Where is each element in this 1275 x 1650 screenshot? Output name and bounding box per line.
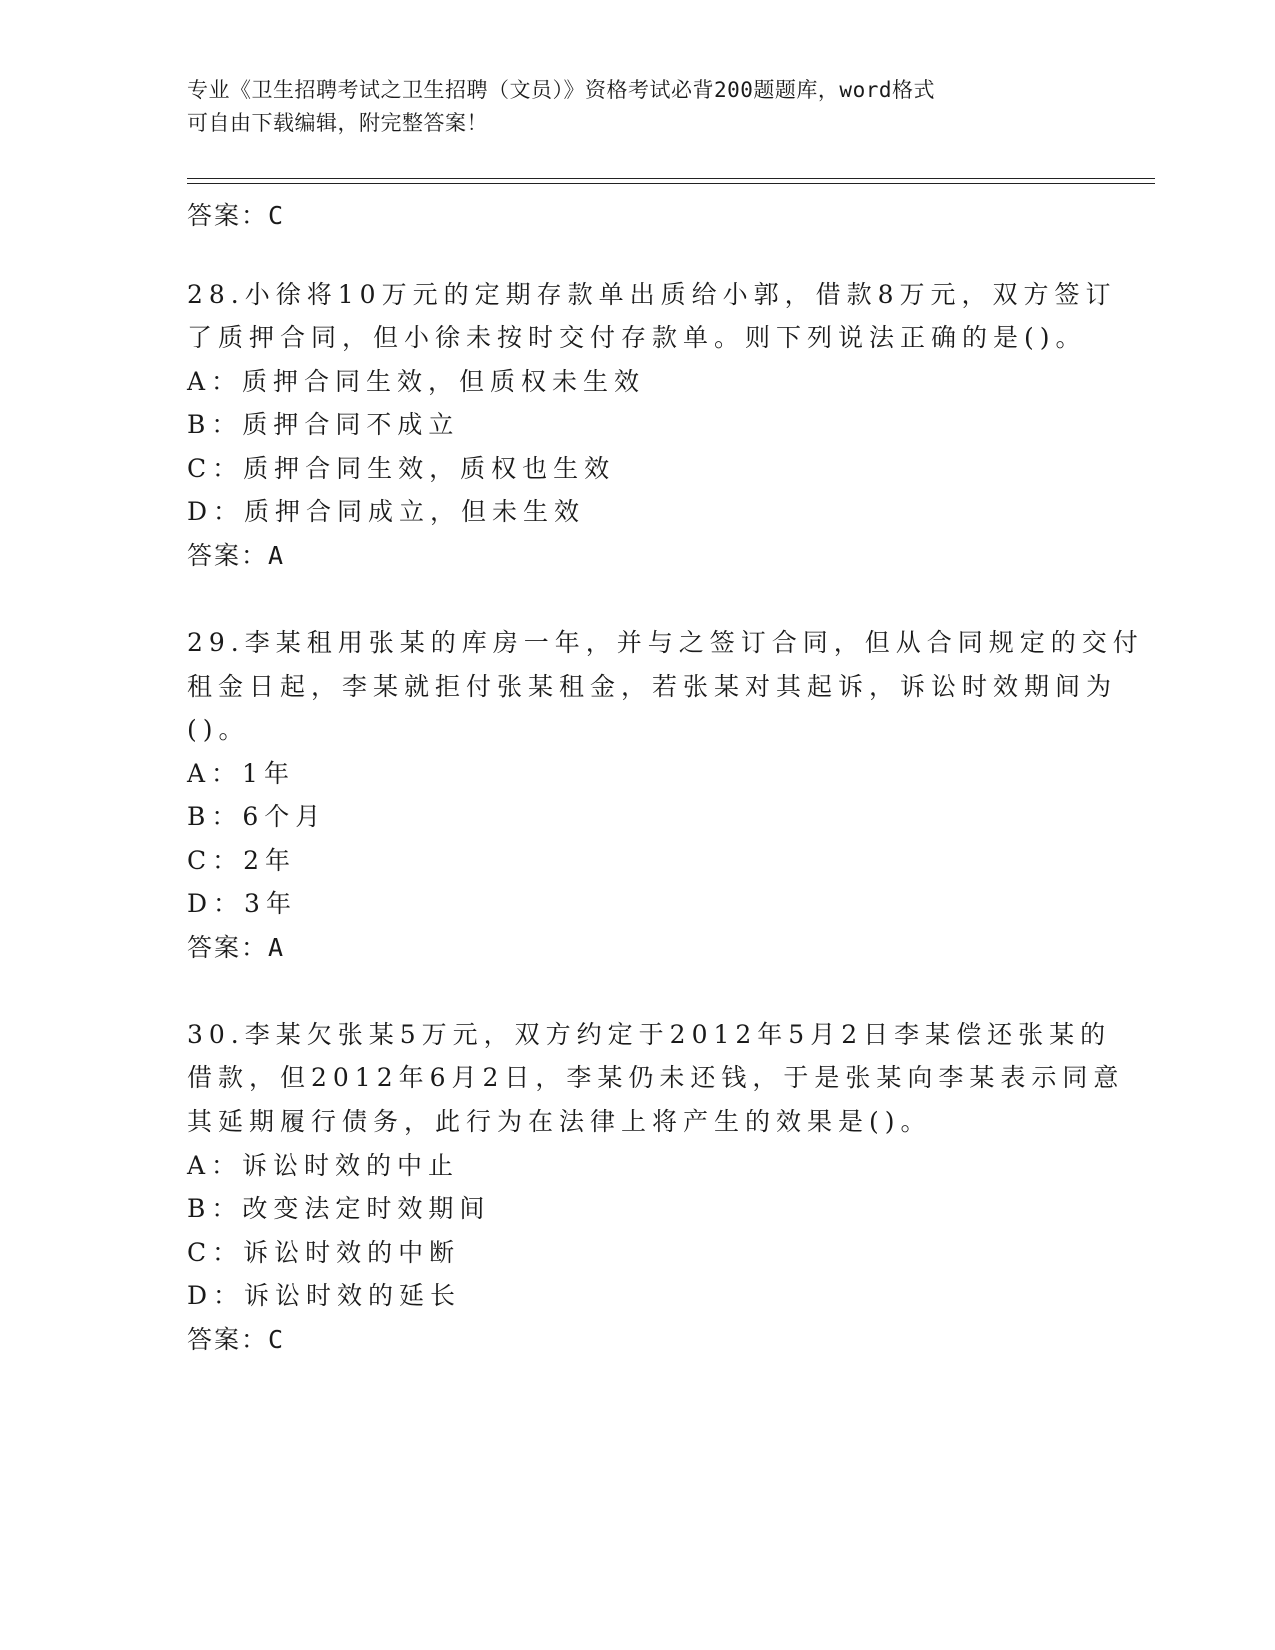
question-30-option-a: A：诉讼时效的中止 [187, 1151, 460, 1180]
question-29-option-c: C：2年 [187, 846, 297, 875]
question-30-option-c: C：诉讼时效的中断 [187, 1238, 461, 1267]
question-28-option-d: D：质押合同成立，但未生效 [187, 497, 586, 526]
question-30-stem-line-1: 30.李某欠张某5万元，双方约定于2012年5月2日李某偿还张某的 [187, 1020, 1112, 1049]
header-divider-top [187, 178, 1155, 179]
question-30-option-d: D：诉讼时效的延长 [187, 1281, 462, 1310]
document-header [187, 74, 1067, 140]
header-divider-bottom [187, 183, 1155, 184]
question-29-stem-line-2: 租金日起，李某就拒付张某租金，若张某对其起诉，诉讼时效期间为 [187, 672, 1118, 701]
question-28-option-c: C：质押合同生效，质权也生效 [187, 454, 616, 483]
question-30-stem-line-2: 借款，但2012年6月2日，李某仍未还钱，于是张某向李某表示同意 [187, 1063, 1125, 1092]
question-28-option-b: B：质押合同不成立 [187, 410, 460, 439]
question-30-stem-line-3: 其延期履行债务，此行为在法律上将产生的效果是()。 [187, 1107, 932, 1136]
question-29-option-d: D：3年 [187, 889, 297, 918]
question-29-answer: 答案：A [187, 933, 286, 962]
question-28-option-a: A：质押合同生效，但质权未生效 [187, 367, 646, 396]
question-29-option-b: B：6个月 [187, 802, 327, 831]
question-29-option-a: A：1年 [187, 759, 295, 788]
question-29-stem-line-1: 29.李某租用张某的库房一年，并与之签订合同，但从合同规定的交付 [187, 628, 1144, 657]
question-30-option-b: B：改变法定时效期间 [187, 1194, 491, 1223]
question-30-answer: 答案：C [187, 1325, 286, 1354]
previous-answer: 答案：C [187, 201, 286, 230]
question-28-stem-line-2: 了质押合同，但小徐未按时交付存款单。则下列说法正确的是()。 [187, 323, 1087, 352]
question-29-stem-line-3: ()。 [187, 715, 250, 744]
header-line-2: 可自由下载编辑，附完整答案！ [187, 111, 488, 135]
question-28-stem-line-1: 28.小徐将10万元的定期存款单出质给小郭，借款8万元，双方签订 [187, 280, 1117, 309]
header-line-1: 专业《卫生招聘考试之卫生招聘（文员）》资格考试必背200题题库，word格式 [187, 78, 935, 102]
question-28-answer: 答案：A [187, 541, 286, 570]
